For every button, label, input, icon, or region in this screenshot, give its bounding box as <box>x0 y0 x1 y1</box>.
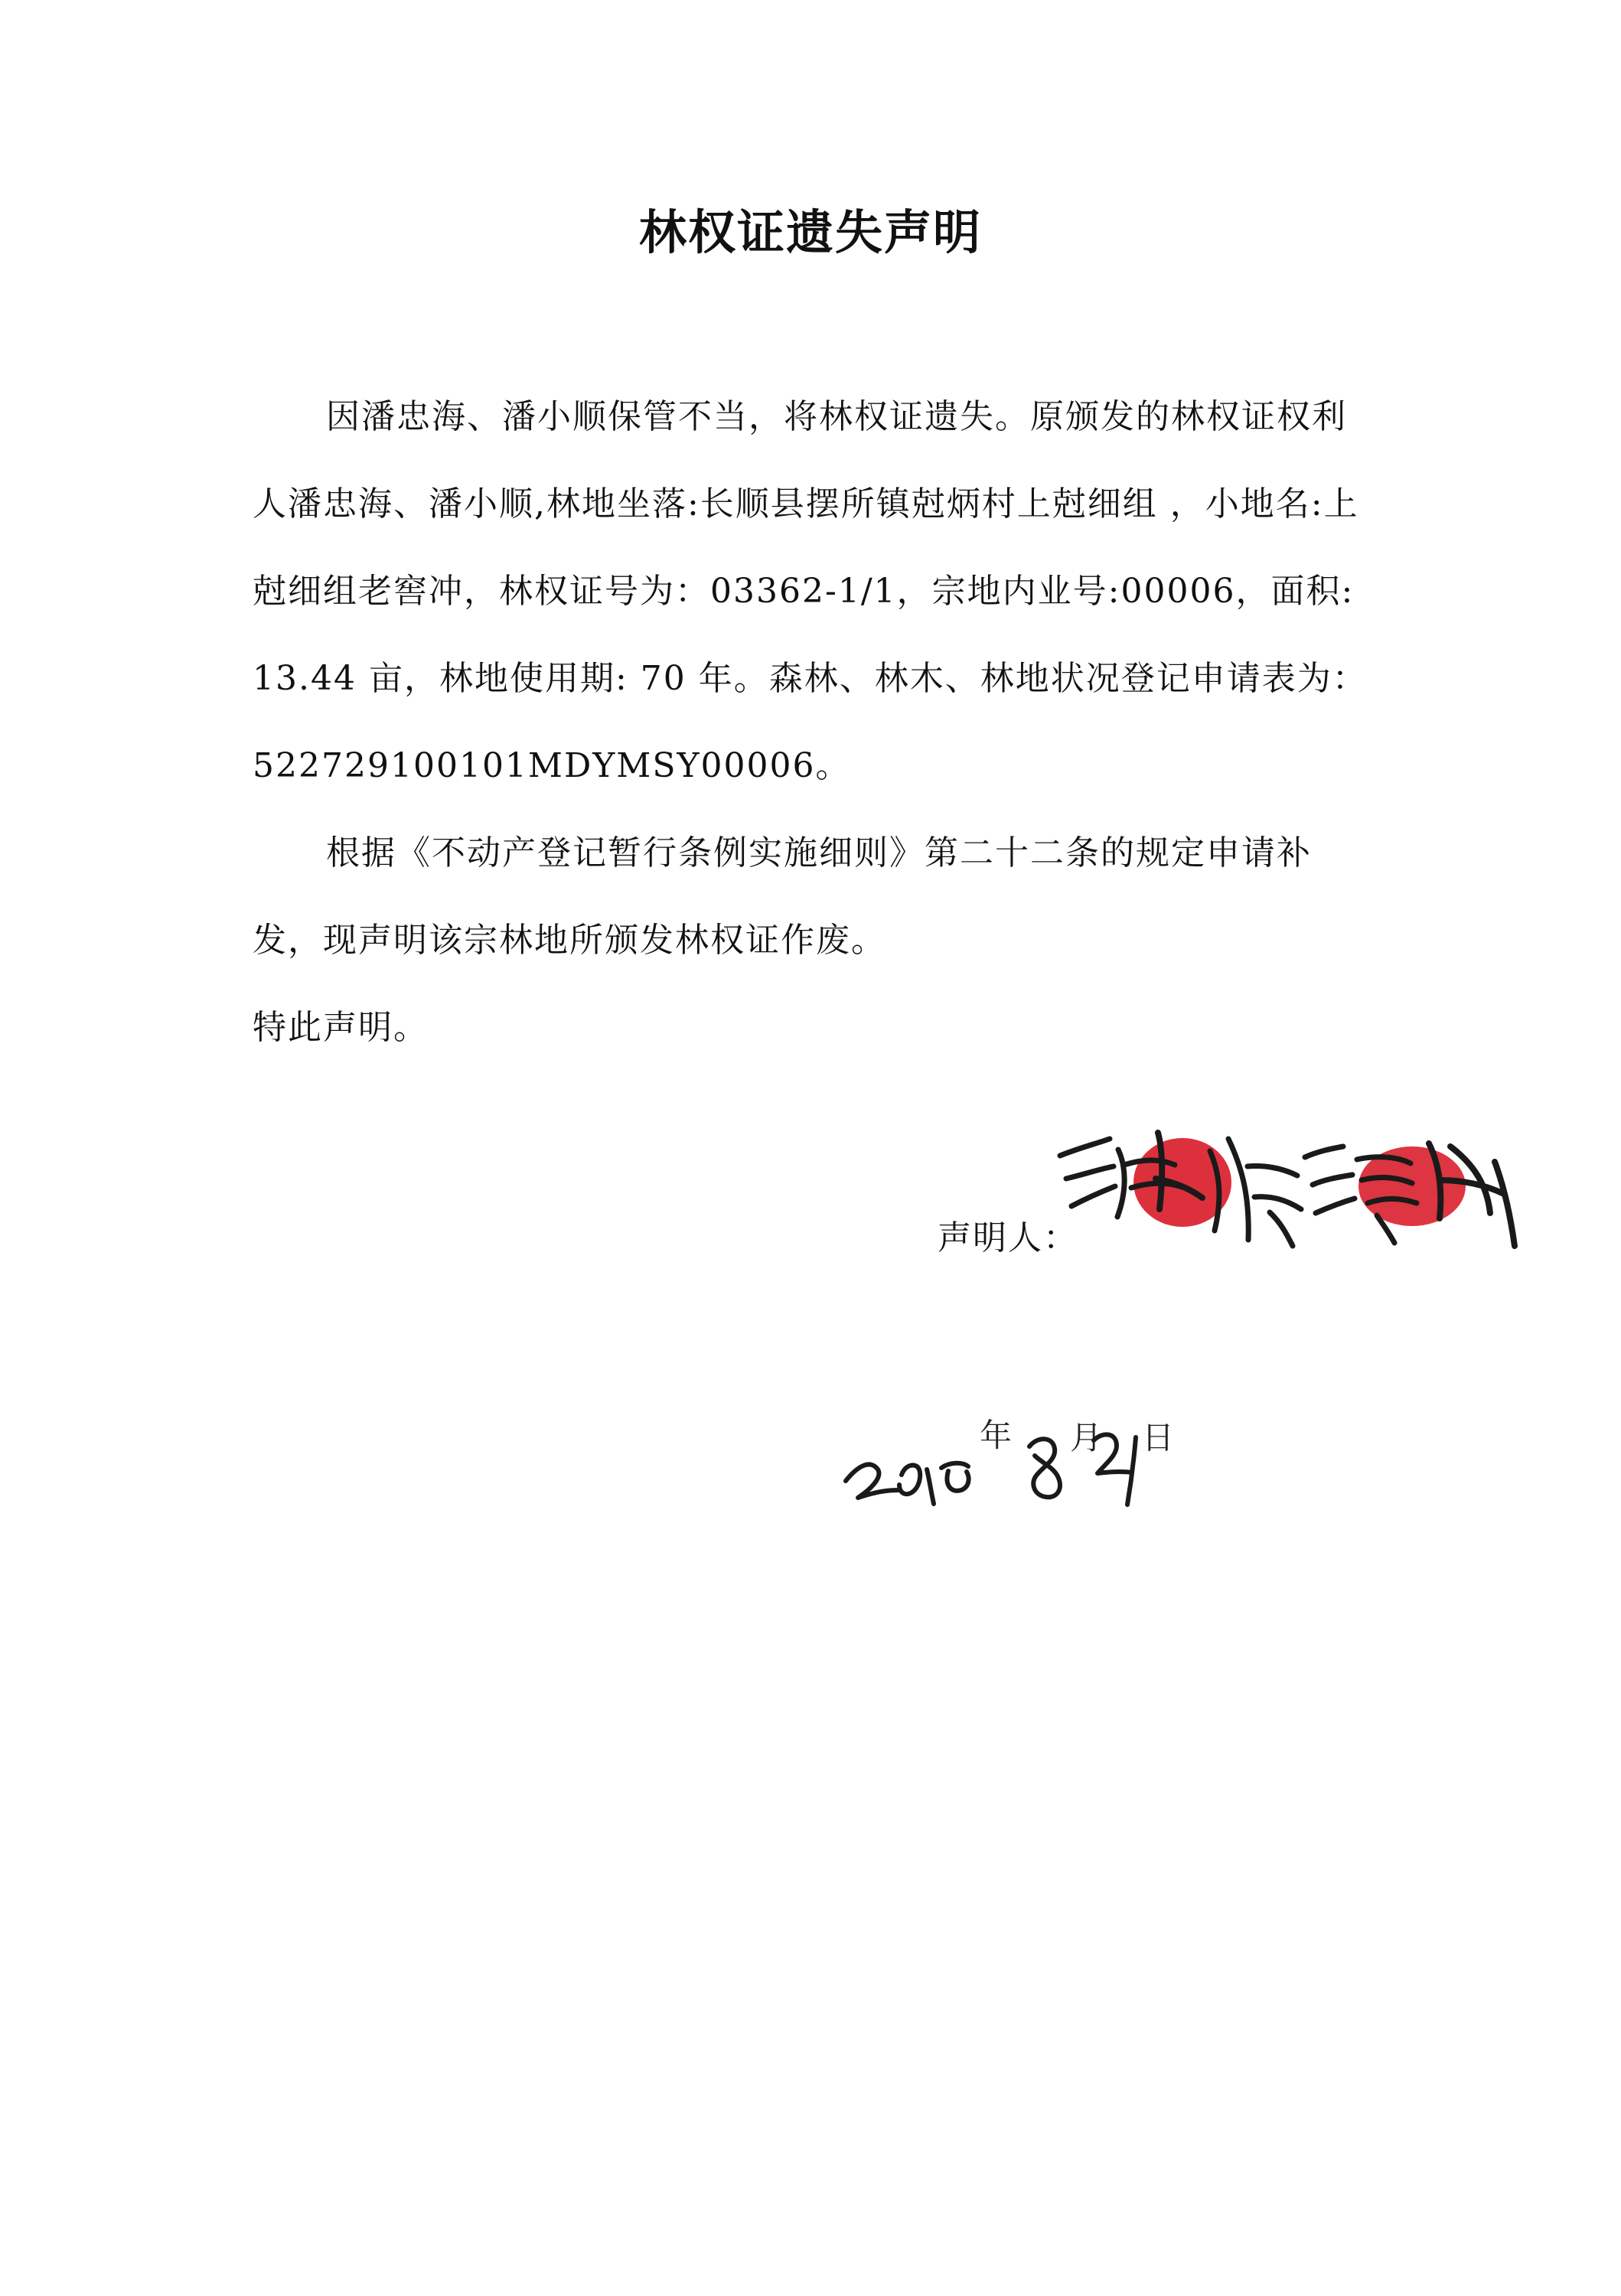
statement-paragraph-1: 因潘忠海、潘小顺保管不当，将林权证遗失。原颁发的林权证权利人潘忠海、潘小顺,林地坐落:长顺县摆所镇尅炳村上尅细组 ，小地名:上尅细组老窖冲，林权证号为：03362-1/1，宗地内业号:00006，面积:13.44 亩，林地使用期: 70 年。森林、林木、林地状况登记申请表为：522729100101MDYMSY00006。 <box>253 397 1368 785</box>
date-graphic <box>823 1393 1175 1515</box>
closing-text: 特此声明。 <box>253 1008 429 1047</box>
month-unit: 月 <box>1070 1421 1103 1456</box>
handwritten-year <box>846 1463 969 1504</box>
day-unit: 日 <box>1142 1421 1175 1456</box>
date-area <box>823 1393 1175 1515</box>
handwritten-month <box>1029 1439 1060 1497</box>
year-unit: 年 <box>980 1419 1013 1454</box>
page-title: 林权证遗失声明 <box>638 204 982 260</box>
statement-body <box>253 373 1370 1071</box>
signature-area <box>1052 1102 1527 1263</box>
statement-paragraph-2: 根据《不动产登记暂行条例实施细则》第二十二条的规定申请补发，现声明该宗林地所颁发林权证作废。 <box>253 833 1312 960</box>
declarant-label: 声明人： <box>938 1218 1078 1257</box>
